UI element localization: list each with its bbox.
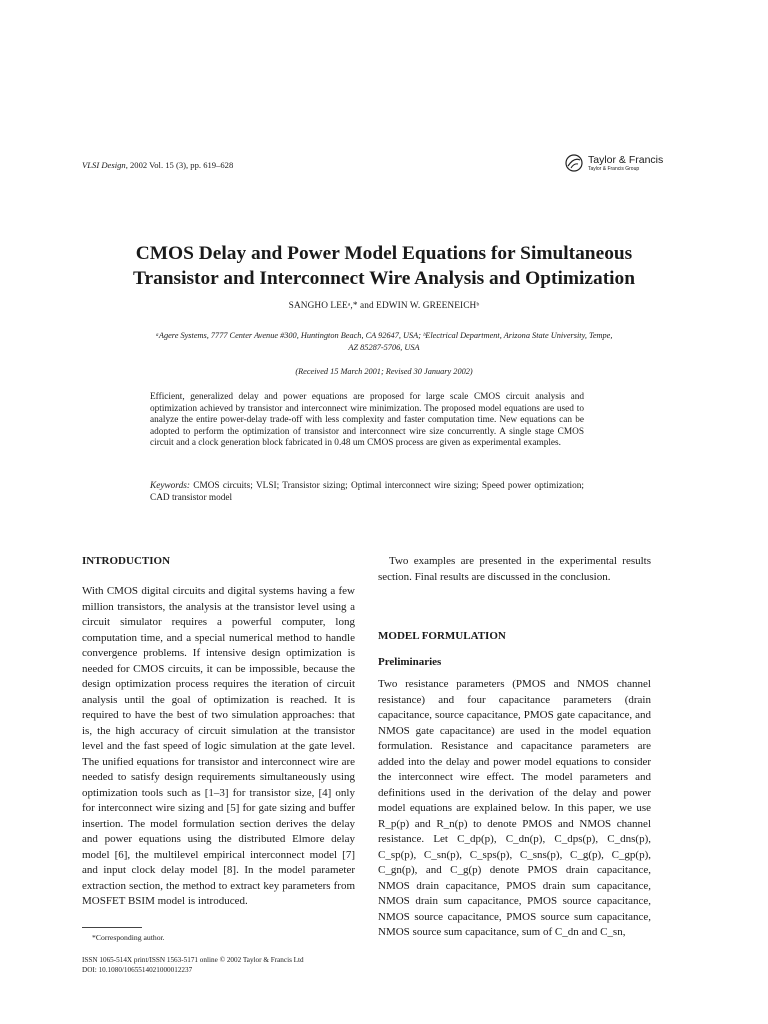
introduction-continuation: Two examples are presented in the experimental results section. Final results are discussed in the conclusion. <box>378 555 651 583</box>
publisher-group: Taylor & Francis Group <box>588 166 640 172</box>
preliminaries-body: Two resistance parameters (PMOS and NMOS channel resistance) and four capacitance parameters (drain capacitance, source capacitance, PMOS gate capacitance, and NMOS gate capacitance) are used in the model equation formulation. Resistance and capacitance parameters are added into the delay and power model equations to consider the interconnect wire effect. The model parameters and definitions used in the derivation of the delay and power model equations are explained below. In this paper, we use R_p(p) and R_n(p) to denote PMOS and NMOS channel resistance. Let C_dp(p), C_dn(p), C_dps(p), C_dns(p), C_sp(p), C_sn(p), C_sps(p), C_sns(p), C_g(p), C_gp(p), C_gn(p), and C_g(p) denote PMOS drain capacitance, NMOS drain capacitance, PMOS drain sum capacitance, NMOS drain sum capacitance, PMOS source capacitance, NMOS source capacitance, PMOS source sum capacitance, NMOS source sum capacitance, sum of C_dn and C_sn, <box>378 678 651 938</box>
issn-doi <box>82 955 304 975</box>
abstract: Efficient, generalized delay and power equations are proposed for large scale CMOS circuit analysis and optimization achieved by transistor and interconnect wire minimization. The proposed model equations are used to analyze the entire power-delay trade-off with less complexity and faster computation time. New equations can be adopted to perform the optimization of transistor and interconnect wire size concurrently. A single stage CMOS circuit and a clock generation block fabricated in 0.48 um CMOS process are given as experimental examples. <box>150 392 584 449</box>
corresponding-author-footnote: *Corresponding author. <box>92 933 165 942</box>
section-heading-model-formulation: MODEL FORMULATION <box>378 630 506 642</box>
running-head <box>82 160 233 170</box>
section-heading-introduction: INTRODUCTION <box>82 555 171 567</box>
title-line-2: Transistor and Interconnect Wire Analysis and Optimization <box>132 268 636 289</box>
subsection-heading-preliminaries: Preliminaries <box>378 656 442 668</box>
keywords-text: CMOS circuits; VLSI; Transistor sizing; Optimal interconnect wire sizing; Speed power optimization; CAD transistor model <box>150 481 584 503</box>
publisher-name: Taylor & Francis <box>588 154 664 166</box>
affiliation-line-2: AZ 85287-5706, USA <box>348 343 420 352</box>
issn-line: ISSN 1065-514X print/ISSN 1563-5171 online © 2002 Taylor & Francis Ltd <box>82 956 304 964</box>
journal-name: VLSI Design <box>82 160 126 170</box>
journal-details: , 2002 Vol. 15 (3), pp. 619–628 <box>125 160 234 170</box>
keywords <box>150 481 584 504</box>
paper-title <box>60 241 708 291</box>
received-dates: (Received 15 March 2001; Revised 30 January 2002) <box>295 367 473 376</box>
keywords-label: Keywords: <box>150 481 190 491</box>
publisher-logo <box>564 152 664 176</box>
footnote-divider <box>82 927 142 928</box>
doi-line: DOI: 10.1080/1065514021000012237 <box>82 966 193 974</box>
title-line-1: CMOS Delay and Power Model Equations for Simultaneous <box>135 243 633 264</box>
publisher-emblem-icon <box>564 152 584 174</box>
authors: SANGHO LEEᵃ,* and EDWIN W. GREENEICHᵇ <box>288 301 480 311</box>
introduction-body: With CMOS digital circuits and digital systems having a few million transistors, the analysis at the transistor level using a circuit simulator requires a powerful computer, long computation time, and a special numerical method to handle convergence problems. If intensive design optimization is needed for CMOS circuits, it can be impossible, because the design optimization process requires the iteration of circuit analysis until the goal of optimization is reached. It is required to have the best of two simulation approaches: that is, the high accuracy of circuit simulation at the transistor level and the fast speed of logic simulation at the gate level. The unified equations for transistor and interconnect wire are needed to satisfy design requirements simultaneously using optimization tools such as [1–3] for transistor size, [4] only for interconnect wire sizing and [5] for gate sizing and buffer insertion. The model formulation section derives the delay and power equations using the distributed Elmore delay model [6], the multilevel empirical interconnect model [7] and input clock delay model [8]. In the model parameter extraction section, the method to extract key parameters from MOSFET BSIM model is introduced. <box>82 585 355 907</box>
affiliations <box>100 330 668 354</box>
affiliation-line-1: ᵃAgere Systems, 7777 Center Avenue #300, Huntington Beach, CA 92647, USA; ᵇElectrical Department, Arizona State University, Tempe, <box>155 331 613 340</box>
